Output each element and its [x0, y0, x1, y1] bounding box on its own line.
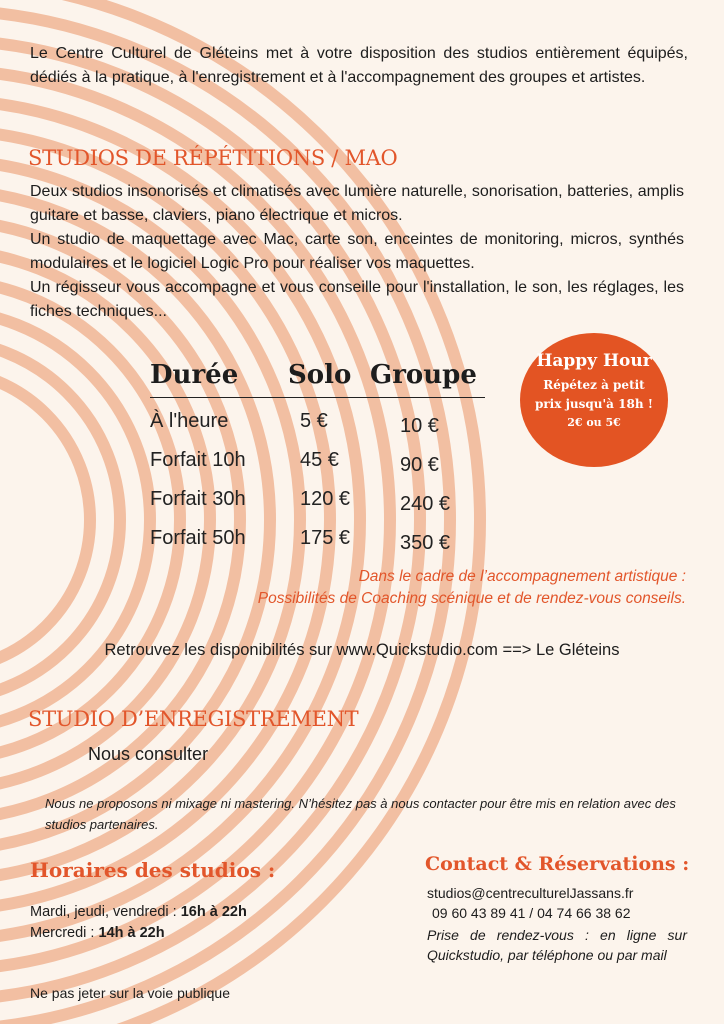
- studios-paragraph: Un régisseur vous accompagne et vous conseille pour l'installation, le son, les réglages, les fiches techniques...: [30, 279, 684, 320]
- table-row: [150, 527, 485, 566]
- happy-hour-line: Répétez à petit: [543, 378, 645, 392]
- price-table: [150, 355, 485, 566]
- hours-line: [30, 904, 247, 920]
- footer-notice: Ne pas jeter sur la voie publique: [30, 985, 231, 1001]
- group-price-cell: 90 €: [400, 454, 439, 476]
- solo-price-cell: 120 €: [300, 488, 351, 510]
- duration-cell: Forfait 10h: [150, 449, 246, 471]
- table-row: [150, 449, 485, 488]
- coaching-line: Dans le cadre de l’accompagnement artistique :: [358, 568, 686, 585]
- hours-days: Mercredi :: [30, 925, 99, 941]
- group-price-cell: 10 €: [400, 415, 439, 437]
- duration-cell: Forfait 50h: [150, 527, 246, 549]
- header-group: Groupe: [370, 360, 477, 390]
- recording-body: Nous consulter: [88, 744, 209, 764]
- background-arc: [0, 370, 90, 670]
- hours-time: 14h à 22h: [98, 925, 165, 941]
- hours-time: 16h à 22h: [180, 904, 247, 920]
- happy-hour-title: Happy Hour: [536, 351, 652, 371]
- solo-price-cell: 175 €: [300, 527, 351, 549]
- group-price-cell: 350 €: [400, 532, 451, 554]
- table-row: [150, 488, 485, 527]
- recording-section-title: STUDIO D’ENREGISTREMENT: [28, 707, 359, 731]
- quickstudio-availability: Retrouvez les disponibilités sur www.Quickstudio.com ==> Le Gléteins: [104, 641, 620, 659]
- duration-cell: À l'heure: [150, 410, 229, 432]
- hours-line: [30, 925, 165, 941]
- contact-phone[interactable]: 09 60 43 89 41 / 04 74 66 38 62: [432, 905, 631, 921]
- hours-days: Mardi, jeudi, vendredi :: [30, 904, 181, 920]
- coaching-note: [130, 566, 686, 610]
- studios-paragraph: Deux studios insonorisés et climatisés avec lumière naturelle, sonorisation, batteries, amplis guitare et basse, claviers, piano électrique et micros.: [30, 183, 684, 224]
- contact-email[interactable]: studios@centreculturelJassans.fr: [427, 885, 634, 901]
- happy-hour-line: prix jusqu'à 18h !: [534, 397, 654, 411]
- happy-hour-text: [520, 376, 668, 414]
- solo-price-cell: 45 €: [300, 449, 339, 471]
- coaching-line: Possibilités de Coaching scénique et de rendez-vous conseils.: [257, 590, 686, 607]
- price-table-header: [150, 355, 485, 398]
- recording-note: Nous ne proposons ni mixage ni mastering. N’hésitez pas à nous contacter pour être mis en relation avec des studios partenaires.: [45, 796, 676, 832]
- studios-description: [30, 180, 684, 324]
- intro-paragraph: Le Centre Culturel de Gléteins met à votre disposition des studios entièrement équipés, dédiés à la pratique, à l'enregistrement et à l'accompagnement des groupes et artistes.: [30, 45, 688, 86]
- studios-paragraph: Un studio de maquettage avec Mac, carte son, enceintes de monitoring, micros, synthés modulaires et le logiciel Logic Pro pour réaliser vos maquettes.: [30, 231, 684, 272]
- header-duration: Durée: [150, 360, 239, 390]
- studios-section-title: STUDIOS DE RÉPÉTITIONS / MAO: [28, 146, 398, 170]
- group-price-cell: 240 €: [400, 493, 451, 515]
- table-row: [150, 410, 485, 449]
- hours-title: Horaires des studios :: [30, 858, 276, 882]
- happy-hour-price: 2€ ou 5€: [567, 416, 621, 429]
- duration-cell: Forfait 30h: [150, 488, 246, 510]
- contact-note: Prise de rendez-vous : en ligne sur Quickstudio, par téléphone ou par mail: [427, 927, 687, 963]
- contact-title: Contact & Réservations :: [425, 853, 690, 875]
- solo-price-cell: 5 €: [300, 410, 328, 432]
- header-solo: Solo: [288, 360, 352, 390]
- happy-hour-badge: [520, 333, 668, 467]
